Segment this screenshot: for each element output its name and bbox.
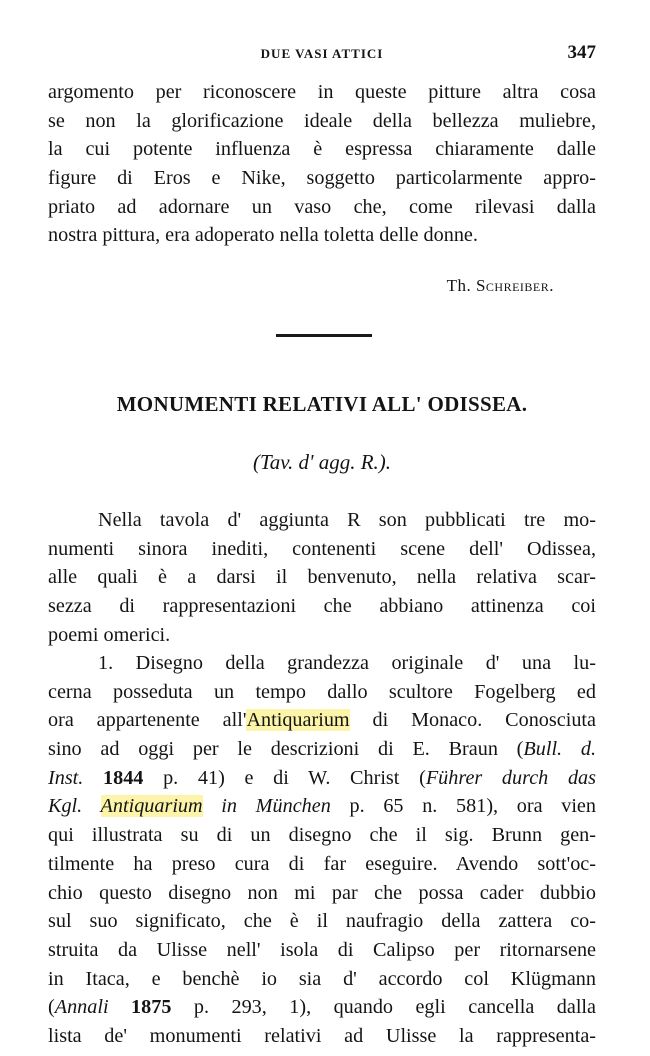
text-line: la cui potente influenza è espressa chiaramente dalle — [48, 138, 596, 161]
text-line: sul suo significato, che è il naufragio della zattera co- — [48, 910, 596, 933]
citation-title: Annali — [54, 996, 109, 1019]
citation-year: 1844 — [83, 766, 144, 789]
text-line: struita da Ulisse nell' isola di Calipso per ritornarsene — [48, 938, 596, 961]
text-line: chio questo disegno non mi par che possa cader dubbio — [48, 881, 596, 904]
text-run: p. 293, 1), quando egli cancella dalla — [171, 996, 596, 1019]
text-line: tilmente ha preso cura di far eseguire. Avendo sott'oc- — [48, 852, 596, 875]
text-run: sino ad oggi per le descrizioni di E. Braun ( — [48, 738, 524, 761]
signature-name: Schreiber. — [475, 276, 554, 295]
text-line: figure di Eros e Nike, soggetto particolarmente appro- — [48, 167, 596, 190]
highlighted-term: Antiquarium — [246, 709, 350, 732]
text-line — [48, 735, 596, 764]
text-line: priato ad adornare un vaso che, come rilevasi dalla — [48, 195, 596, 218]
text-line: argomento per riconoscere in queste pitture altra cosa — [48, 81, 596, 103]
text-line: Nella tavola d' aggiunta R son pubblicati tre mo- — [98, 509, 596, 531]
text-run: ( — [48, 996, 55, 1019]
text-run: ora appartenente all' — [48, 709, 247, 732]
text-run: di Monaco. Conosciuta — [349, 709, 596, 732]
text-run: p. 65 n. 581), ora vien — [330, 795, 596, 818]
text-line: se non la glorificazione ideale della bellezza muliebre, — [48, 109, 596, 132]
section-divider-rule — [276, 334, 372, 337]
citation-title: Kgl. — [48, 795, 101, 818]
plate-reference: (Tav. d' agg. R.). — [252, 450, 392, 474]
intro-paragraph — [48, 506, 596, 649]
citation-title: Bull. d. — [523, 738, 596, 761]
text-line — [48, 993, 596, 1022]
citation-title: in München — [202, 795, 331, 818]
text-line: qui illustrata su di un disegno che il sig. Brunn gen- — [48, 824, 596, 847]
text-line — [48, 764, 596, 793]
text-line: in Itaca, e benchè io sia d' accordo col Klügmann — [48, 967, 596, 990]
citation-title: Inst. — [48, 766, 84, 789]
text-line — [48, 792, 596, 821]
citation-title: Führer durch das — [425, 766, 596, 789]
signature-initial: Th. — [446, 276, 472, 295]
section-title: MONUMENTI RELATIVI ALL' ODISSEA. — [116, 392, 528, 416]
highlighted-term: Antiquarium — [100, 795, 203, 818]
running-header — [48, 42, 596, 70]
citation-year: 1875 — [108, 996, 172, 1019]
text-line: poemi omerici. — [48, 623, 171, 646]
text-line: sezza di rappresentazioni che abbiano attinenza coi — [48, 595, 596, 618]
text-line: cerna posseduta un tempo dallo scultore Fogelberg ed — [48, 680, 596, 703]
text-line: nostra pittura, era adoperato nella toletta delle donne. — [48, 224, 478, 247]
text-run: p. 41) e di W. Christ ( — [143, 766, 426, 789]
previous-article-ending — [48, 78, 596, 250]
text-line: lista de' monumenti relativi ad Ulisse la rappresenta- — [48, 1024, 596, 1047]
author-signature — [447, 276, 554, 296]
text-line: 1. Disegno della grandezza originale d' una lu- — [98, 652, 596, 674]
running-title: DUE VASI ATTICI — [260, 46, 384, 61]
text-line: alle quali è a darsi il benvenuto, nella relativa scar- — [48, 566, 596, 589]
page-number: 347 — [567, 42, 596, 63]
text-line: numenti sinora inediti, contenenti scene dell' Odissea, — [48, 537, 596, 560]
text-line — [48, 706, 596, 735]
item-1-paragraph — [48, 649, 596, 1051]
